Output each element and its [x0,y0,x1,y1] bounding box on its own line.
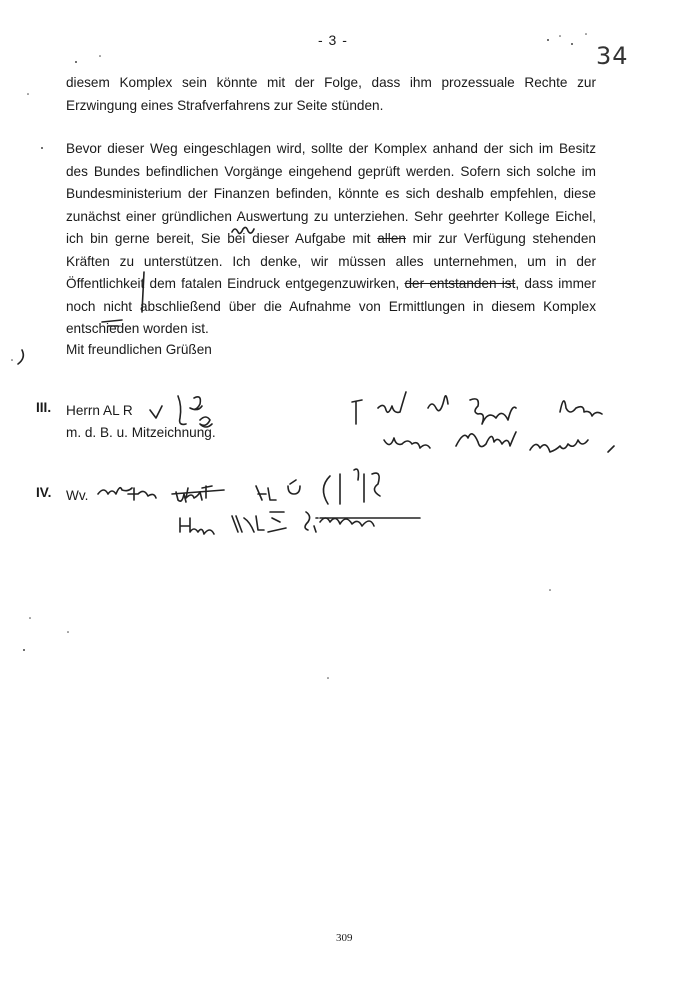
paragraph-2-text-a: Bevor dieser Weg eingeschlagen wird, sollte der Komplex anhand der sich im Besitz des Bundes befindlichen Vorgänge eingehend geprüft werden. Sofern sich solche im Bundesministerium der Finanzen befinden, könnte es sich deshalb empfehlen, diese zunächst einer gründlichen Auswertung zu unterziehen. Sehr geehrter Kollege Eichel, ich bin gerne bereit, Sie bei dieser Aufgabe mit [66,141,596,246]
section-3-instruction: m. d. B. u. Mitzeichnung. [66,425,216,440]
section-4-label: Wv. [66,488,89,503]
paragraph-2-text-c: , dass immer noch nicht abschließend über die Aufnahme von Ermittlungen in diesem Komplex entschieden worden ist. [66,276,596,336]
struck-phrase: der entstanden ist [404,276,516,291]
closing-greeting: Mit freundlichen Grüßen [66,342,212,357]
paragraph-1: diesem Komplex sein könnte mit der Folge, dass ihm prozessuale Rechte zur Erzwingung eines Strafverfahrens zur Seite stünden. [66,75,596,113]
footer-page-number: 309 [336,932,353,944]
section-3-numeral: III. [36,400,52,415]
folio-number: 34 [596,42,629,70]
page-number: - 3 - [318,32,348,48]
struck-word-allen: allen [377,231,406,246]
section-3-addressee: Herrn AL R [66,403,133,418]
paragraph-2-text-b: mir zur Verfügung stehenden Kräften zu unterstützen. Ich denke, wir müssen alles unternehmen, um in der Öffentlichkeit dem fatalen Eindruck entgegenzuwirken, [66,231,596,291]
section-4-numeral: IV. [36,485,52,500]
